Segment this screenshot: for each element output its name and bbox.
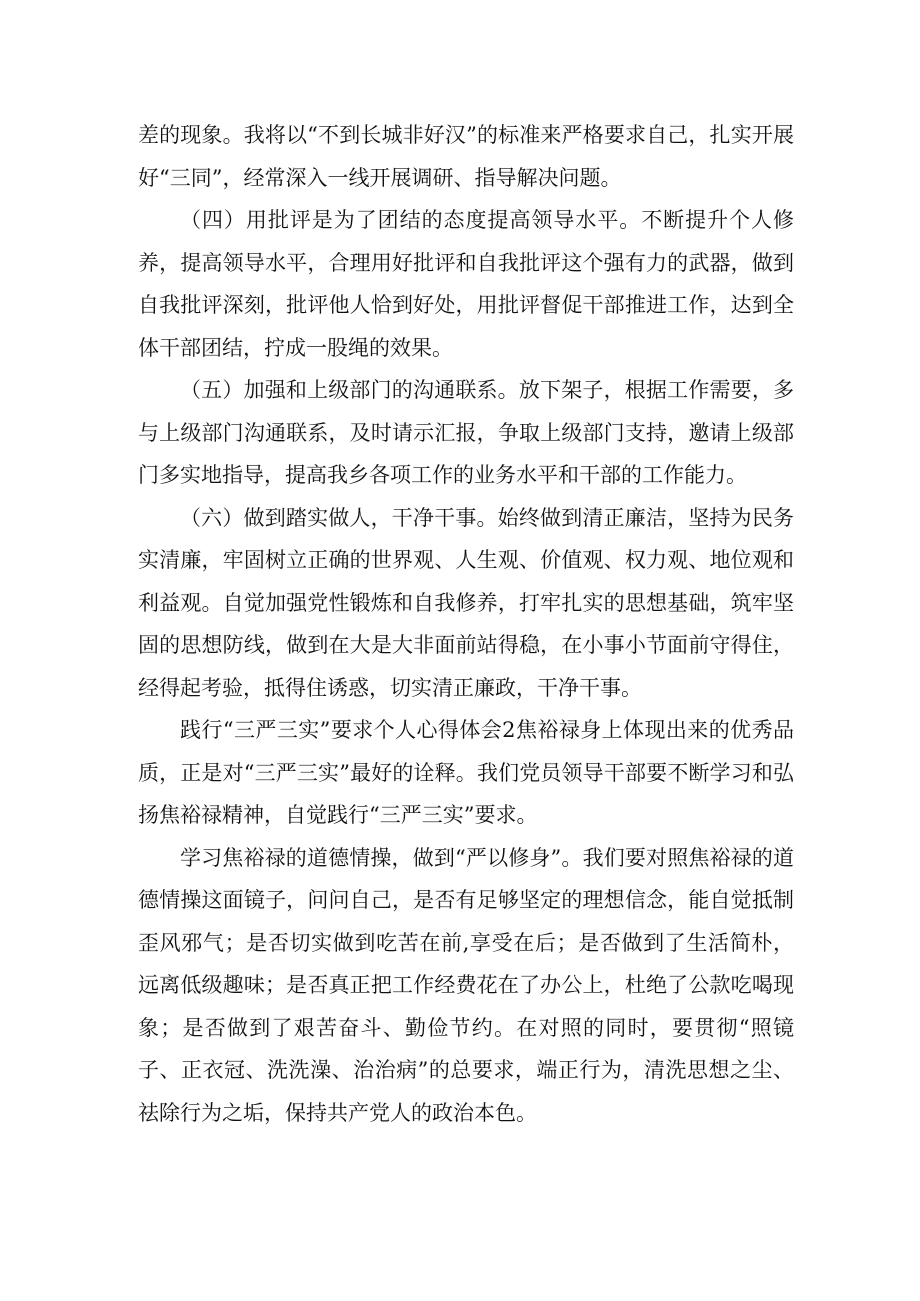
paragraph-3: （五）加强和上级部门的沟通联系。放下架子，根据工作需要，多与上级部门沟通联系，及时请示汇报，争取上级部门支持，邀请上级部门多实地指导，提高我乡各项工作的业务水平和干部的工作能力。 <box>138 378 794 487</box>
paragraph-2: （四）用批评是为了团结的态度提高领导水平。不断提升个人修养，提高领导水平，合理用好批评和自我批评这个强有力的武器，做到自我批评深刻，批评他人恰到好处，用批评督促干部推进工作，达到全体干部团结，拧成一股绳的效果。 <box>138 208 794 360</box>
paragraph-4: （六）做到踏实做人，干净干事。始终做到清正廉洁，坚持为民务实清廉，牢固树立正确的世界观、人生观、价值观、权力观、地位观和利益观。自觉加强党性锻炼和自我修养，打牢扎实的思想基础，筑牢坚固的思想防线，做到在大是大非面前站得稳，在小事小节面前守得住，经得起考验，抵得住诱惑，切实清正廉政，干净干事。 <box>138 505 794 700</box>
paragraph-1: 差的现象。我将以“不到长城非好汉”的标准来严格要求自己，扎实开展好“三同”，经常深入一线开展调研、指导解决问题。 <box>138 123 794 190</box>
paragraph-5: 践行“三严三实”要求个人心得体会2焦裕禄身上体现出来的优秀品质，正是对“三严三实”最好的诠释。我们党员领导干部要不断学习和弘扬焦裕禄精神，自觉践行“三严三实”要求。 <box>138 718 794 827</box>
paragraph-6: 学习焦裕禄的道德情操，做到“严以修身”。我们要对照焦裕禄的道德情操这面镜子，问问自己，是否有足够坚定的理想信念，能自觉抵制歪风邪气；是否切实做到吃苦在前,享受在后；是否做到了生活简朴，远离低级趣味；是否真正把工作经费花在了办公上，杜绝了公款吃喝现象；是否做到了艰苦奋斗、勤俭节约。在对照的同时，要贯彻“照镜子、正衣冠、洗洗澡、治治病”的总要求，端正行为，清洗思想之尘、祛除行为之垢，保持共产党人的政治本色。 <box>138 845 794 1125</box>
document-body <box>138 114 794 1134</box>
